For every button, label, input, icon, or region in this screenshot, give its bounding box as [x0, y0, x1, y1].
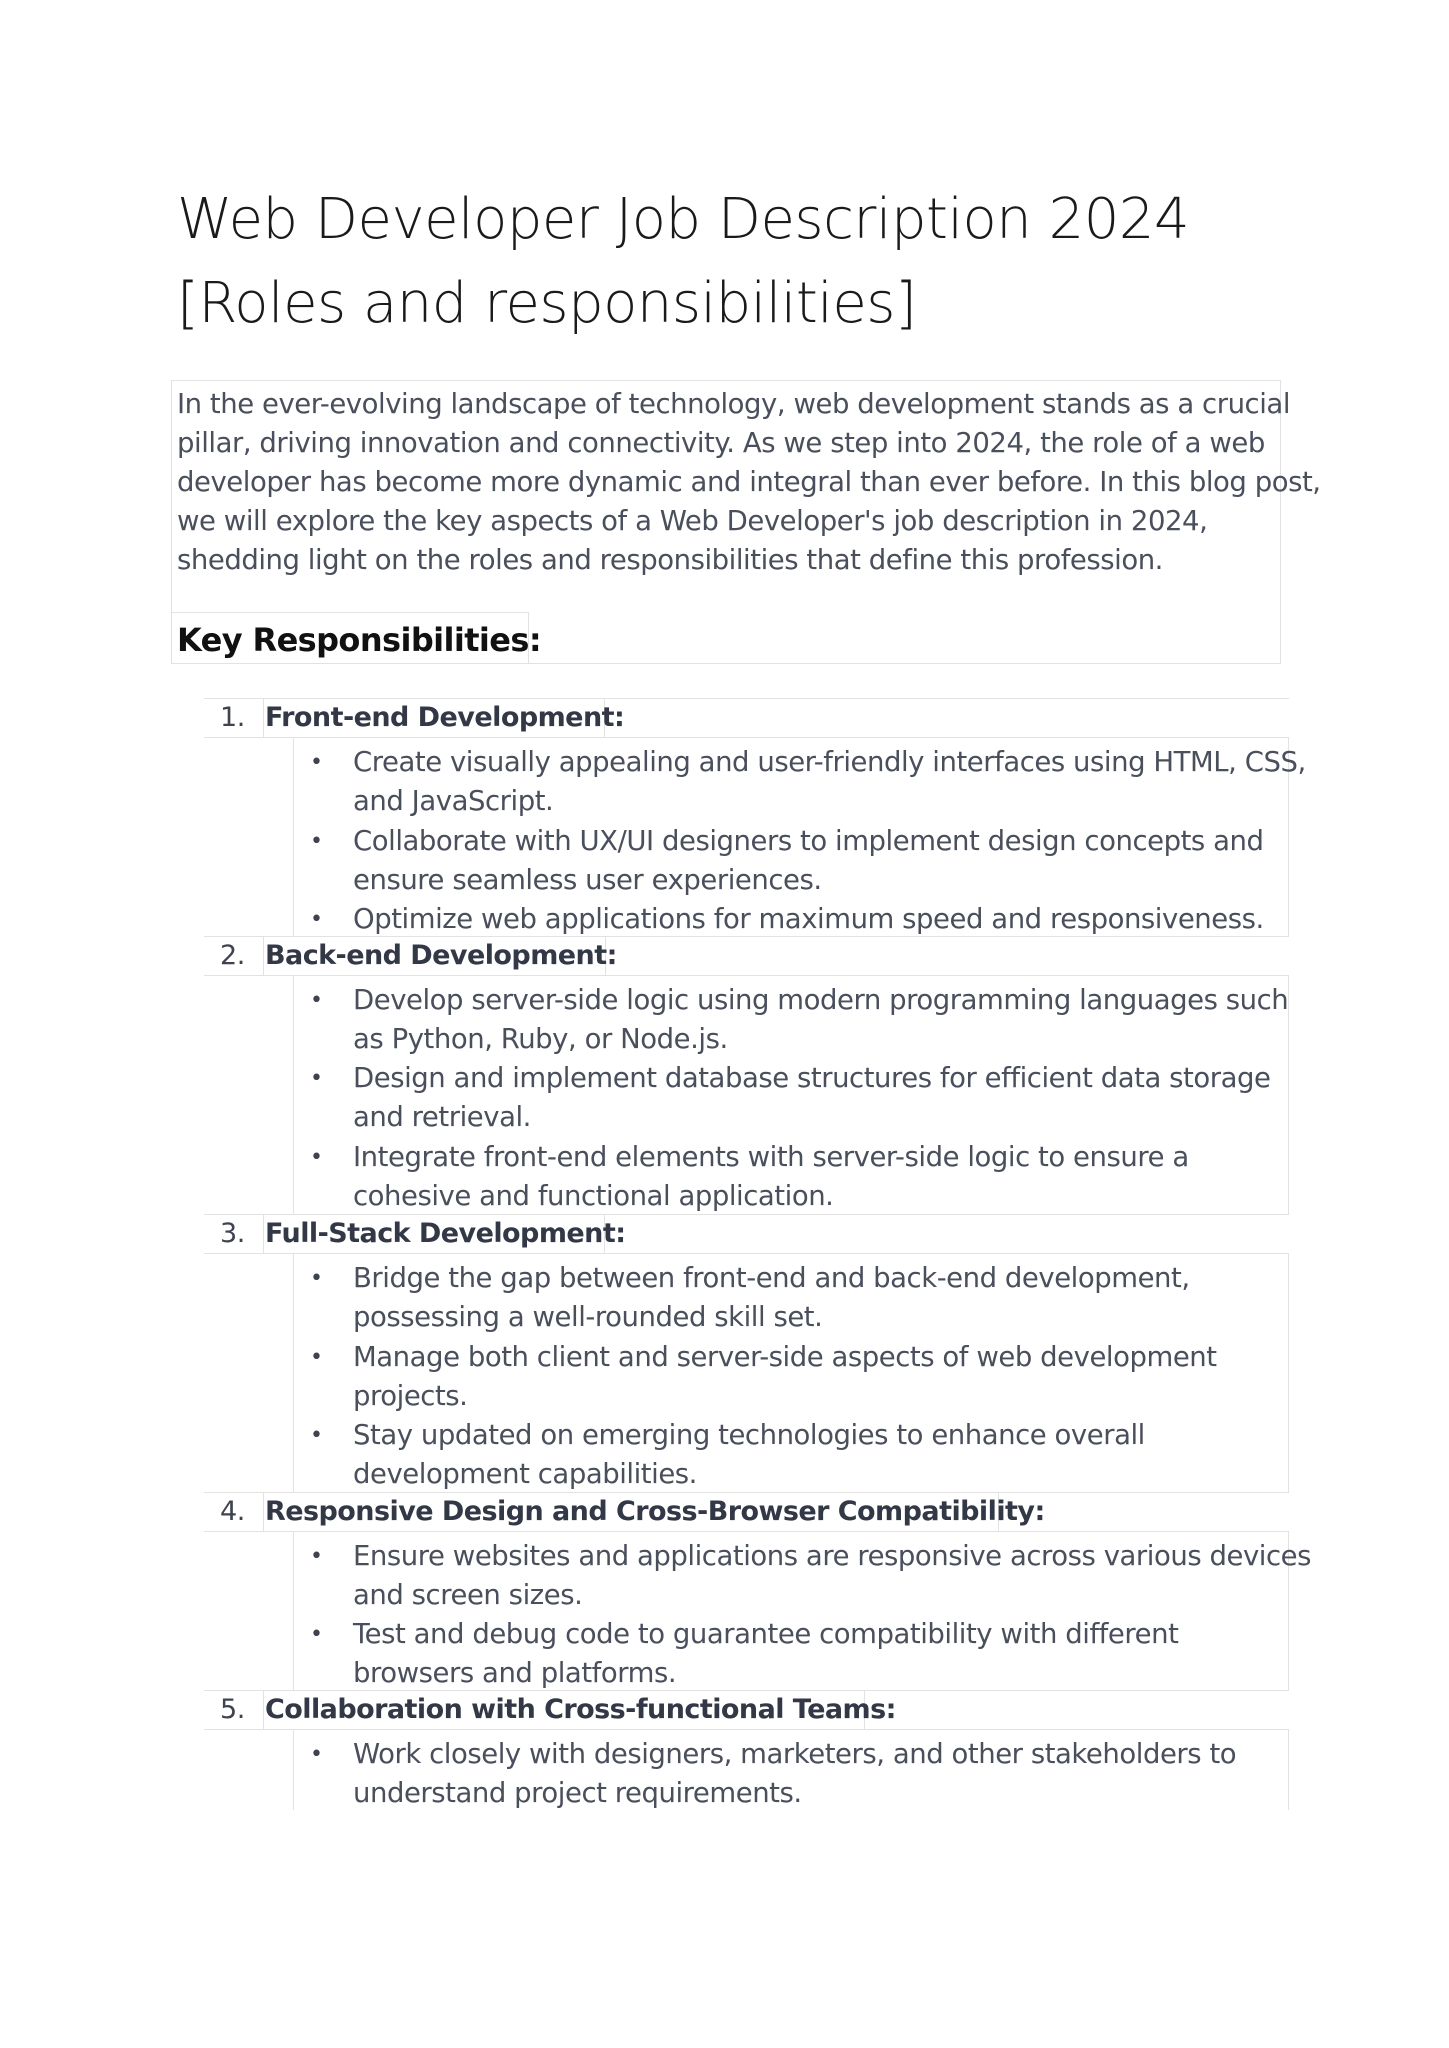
- bullet-line: Integrate front-end elements with server-side logic to ensure a: [353, 1141, 1189, 1173]
- bullet-line: Test and debug code to guarantee compatibility with different: [353, 1618, 1179, 1650]
- bullet-icon: •: [310, 750, 323, 775]
- bullet-line: and screen sizes.: [353, 1579, 583, 1611]
- list-bullet: [353, 1735, 1283, 1813]
- bullet-icon: •: [310, 907, 323, 932]
- bullet-icon: •: [310, 988, 323, 1013]
- intro-line: pillar, driving innovation and connectivity. As we step into 2024, the role of a web: [177, 427, 1265, 459]
- list-item-title: Collaboration with Cross-functional Teams:: [265, 1694, 896, 1725]
- intro-line: we will explore the key aspects of a Web Developer's job description in 2024,: [177, 505, 1208, 537]
- list-bullet: [353, 1138, 1283, 1216]
- bullet-line: possessing a well-rounded skill set.: [353, 1301, 823, 1333]
- title-line: Web Developer Job Description 2024: [177, 187, 1190, 252]
- bullet-line: as Python, Ruby, or Node.js.: [353, 1023, 728, 1055]
- bullet-icon: •: [310, 1742, 323, 1767]
- list-item-number: 4.: [220, 1496, 245, 1527]
- section-heading: Key Responsibilities:: [177, 621, 542, 659]
- intro-line: shedding light on the roles and responsibilities that define this profession.: [177, 544, 1163, 576]
- intro-line: In the ever-evolving landscape of technology, web development stands as a crucial: [177, 388, 1291, 420]
- list-item-title: Back-end Development:: [265, 940, 617, 971]
- list-bullet: [353, 1059, 1283, 1137]
- list-bullet: [353, 743, 1306, 821]
- list-bullet: [353, 822, 1283, 900]
- bullet-line: understand project requirements.: [353, 1777, 802, 1809]
- bullet-line: Optimize web applications for maximum speed and responsiveness.: [353, 903, 1264, 935]
- bullet-icon: •: [310, 1145, 323, 1170]
- page-title: [177, 178, 1277, 346]
- list-item-number: 2.: [220, 940, 245, 971]
- bullet-line: and retrieval.: [353, 1101, 531, 1133]
- bullet-line: Create visually appealing and user-friendly interfaces using HTML, CSS,: [353, 746, 1306, 778]
- bullet-icon: •: [310, 1066, 323, 1091]
- list-item-title: Responsive Design and Cross-Browser Compatibility:: [265, 1496, 1045, 1527]
- bullet-line: Develop server-side logic using modern programming languages such: [353, 984, 1289, 1016]
- list-bullet: [353, 1537, 1311, 1615]
- bullet-icon: •: [310, 1423, 323, 1448]
- list-item-number: 5.: [220, 1694, 245, 1725]
- list-item-title: Front-end Development:: [265, 702, 625, 733]
- list-bullet: [353, 900, 1283, 939]
- bullet-line: development capabilities.: [353, 1458, 697, 1490]
- bullet-line: cohesive and functional application.: [353, 1180, 834, 1212]
- bullet-line: browsers and platforms.: [353, 1657, 677, 1689]
- list-bullet: [353, 1615, 1283, 1693]
- list-bullet: [353, 1259, 1283, 1337]
- bullet-line: and JavaScript.: [353, 785, 554, 817]
- bullet-line: Ensure websites and applications are responsive across various devices: [353, 1540, 1311, 1572]
- list-item-number: 3.: [220, 1218, 245, 1249]
- intro-line: developer has become more dynamic and integral than ever before. In this blog post,: [177, 466, 1321, 498]
- title-line: [Roles and responsibilities]: [177, 271, 917, 336]
- bullet-line: Manage both client and server-side aspects of web development: [353, 1341, 1217, 1373]
- list-bullet: [353, 1338, 1283, 1416]
- list-bullet: [353, 1416, 1283, 1494]
- list-item-number: 1.: [220, 702, 245, 733]
- bullet-icon: •: [310, 1345, 323, 1370]
- list-item-title: Full-Stack Development:: [265, 1218, 626, 1249]
- bullet-line: Bridge the gap between front-end and back-end development,: [353, 1262, 1190, 1294]
- bullet-icon: •: [310, 1622, 323, 1647]
- bullet-icon: •: [310, 1544, 323, 1569]
- bullet-icon: •: [310, 1266, 323, 1291]
- bullet-icon: •: [310, 829, 323, 854]
- bullet-line: ensure seamless user experiences.: [353, 864, 822, 896]
- bullet-line: Collaborate with UX/UI designers to implement design concepts and: [353, 825, 1264, 857]
- bullet-line: Work closely with designers, marketers, and other stakeholders to: [353, 1738, 1237, 1770]
- bullet-line: projects.: [353, 1380, 468, 1412]
- bullet-line: Design and implement database structures for efficient data storage: [353, 1062, 1271, 1094]
- intro-paragraph: [177, 385, 1321, 580]
- bullet-line: Stay updated on emerging technologies to enhance overall: [353, 1419, 1145, 1451]
- list-bullet: [353, 981, 1289, 1059]
